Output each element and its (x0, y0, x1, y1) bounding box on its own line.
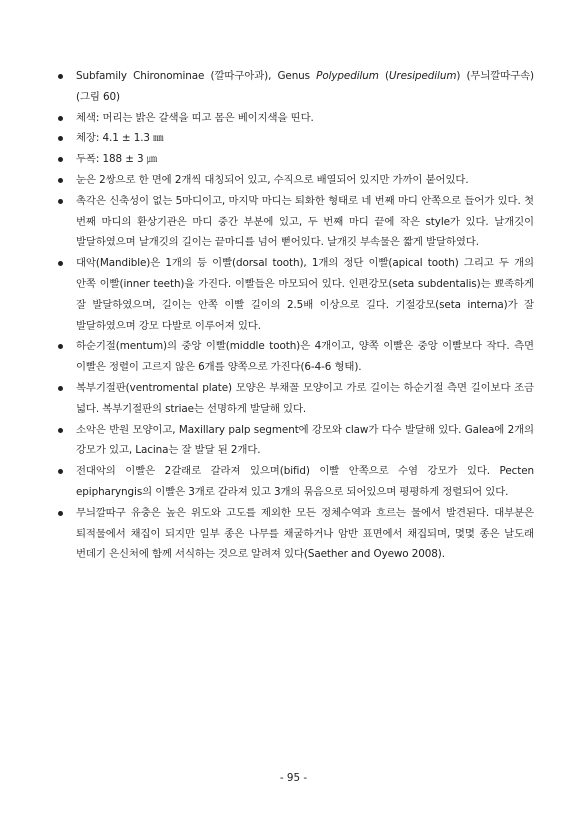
list-item (58, 336, 534, 378)
list-item (58, 253, 534, 336)
taxon-text: Subfamily Chironominae (깔따구아과), Genus (76, 70, 317, 82)
mentum-text: 하순기절(mentum)의 중앙 이빨(middle tooth)은 4개이고, 양쪽 이빨은 중앙 이빨보다 작다. 측면 이빨은 정렬이 고르지 않은 6개를 양쪽으로 가진다(6-4-6 형태). (76, 340, 534, 374)
list-item (58, 461, 534, 503)
bullet-icon (58, 386, 63, 391)
habitat-text: 무늬깔따구 유충은 높은 위도와 고도를 제외한 모든 정체수역과 흐르는 물에서 발견된다. 대부분은 퇴적물에서 채집이 되지만 일부 종은 나무를 채굴하거나 암반 표면에서 채집되며, 몇몇 종은 날도래 번데기 은신처에 함께 서식하는 것으로 알려져 있다(Saether and Oyewo 2008). (76, 506, 534, 561)
taxon-heading (76, 70, 534, 103)
bullet-icon (58, 199, 63, 204)
list-item (58, 66, 534, 108)
list-item (58, 191, 534, 253)
bullet-icon (58, 469, 63, 474)
bullet-icon (58, 261, 63, 266)
taxon-text: ( (378, 70, 389, 82)
eyes-text: 눈은 2쌍으로 한 면에 2개씩 대칭되어 있고, 수직으로 배열되어 있지만 가까이 붙어있다. (76, 173, 469, 186)
head-width-text: 두폭: 188 ± 3 ㎛ (76, 153, 158, 166)
maxilla-text: 소악은 반원 모양이고, Maxillary palp segment에 강모와 claw가 다수 발달해 있다. Galea에 2개의 강모가 있고, Lacina는 잘 발달 된 2개다. (76, 423, 534, 457)
list-item (58, 128, 534, 149)
list-item (58, 170, 534, 191)
genus-name: Polypedilum (316, 70, 379, 82)
bullet-icon (58, 116, 63, 121)
body-color-text: 체색: 머리는 밝은 갈색을 띠고 몸은 베이지색을 띤다. (76, 111, 314, 124)
body-length-text: 체장: 4.1 ± 1.3 ㎜ (76, 132, 164, 145)
list-item (58, 420, 534, 462)
bullet-icon (58, 136, 63, 141)
page-number: - 95 - (279, 772, 308, 784)
ventromental-plate-text: 복부기절판(ventromental plate) 모양은 부채꼴 모양이고 가로 길이는 하순기절 측면 길이보다 조금 넓다. 복부기절판의 striae는 선명하게 발달해 있다. (76, 381, 534, 415)
bullet-icon (58, 157, 63, 162)
bullet-icon (58, 178, 63, 183)
taxon-text: ) (무늬깔따구속)(그림 60) (76, 70, 534, 103)
list-item (58, 149, 534, 170)
list-item (58, 378, 534, 420)
list-item (58, 503, 534, 565)
bullet-icon (58, 511, 63, 516)
bullet-icon (58, 428, 63, 433)
bullet-icon (58, 344, 63, 349)
antenna-text: 촉각은 신축성이 없는 5마디이고, 마지막 마디는 퇴화한 형태로 네 번째 마디 안쪽으로 들어가 있다. 첫 번째 마디의 환상기관은 마디 중간 부분에 있고, 두 번째 마디 끝에 작은 style가 있다. 날개깃이 발달하였으며 날개깃의 길이는 끝마디를 넘어 뻗어있다. 날개깃 부속물은 짧게 발달하였다. (76, 194, 534, 249)
subgenus-name: Uresipedilum (388, 70, 457, 82)
description-list (58, 66, 534, 565)
mandible-text: 대악(Mandible)은 1개의 등 이빨(dorsal tooth), 1개의 정단 이빨(apical tooth) 그리고 두 개의 안쪽 이빨(inner teeth)을 가진다. 이빨들은 마모되어 있다. 인편강모(seta subdentalis)는 뾰족하게 잘 발달하였으며, 길이는 안쪽 이빨 길이의 2.5배 이상으로 길다. 기절강모(seta interna)가 잘 발달하였으며 강모 다발로 이루어져 있다. (76, 257, 534, 332)
bullet-icon (58, 74, 63, 79)
premandible-text: 전대악의 이빨은 2갈래로 갈라져 있으며(bifid) 이빨 안쪽으로 수염 강모가 있다. Pecten epipharyngis의 이빨은 3개로 갈라져 있고 3개의 묶음으로 되어있으며 평평하게 정렬되어 있다. (76, 465, 534, 498)
list-item (58, 108, 534, 129)
